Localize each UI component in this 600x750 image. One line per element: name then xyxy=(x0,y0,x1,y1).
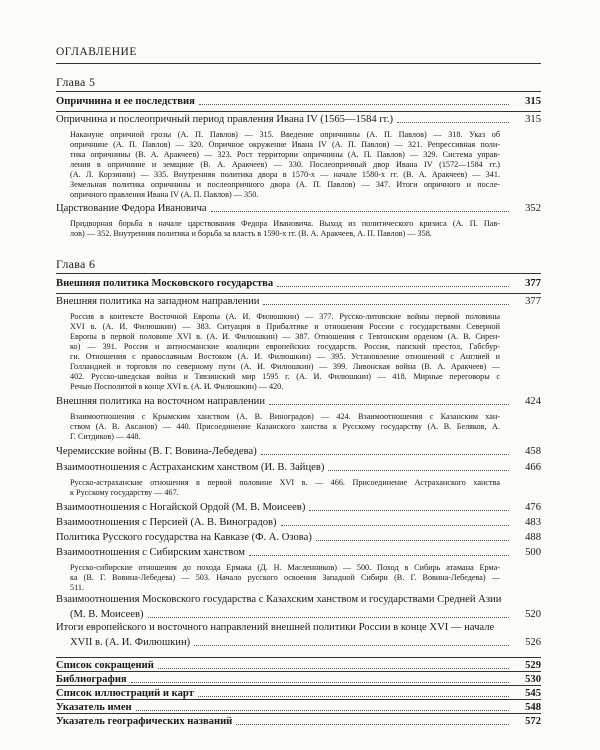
toc-subentries-ivan-iv: Накануне опричной грозы (А. П. Павлов) — 315. Введение опричнины (А. П. Павлов) — 318. Указ об опричнине (А. П. Павлов) — 320. Опричное окружение Ивана IV (А. П. Павлов) — 321. Репрессивная поли- тика опричнины (В. А. Аракчеев) — 323. Рост территории опричнины (А. П. Павлов) — 329. Система управ- ления в опричнине и земщине (В. А. Аракчеев) — 330. Послеопричный двор Ивана IV (1572—1584 гг.) (А. Л. Корзинин) — 335. Внутренняя политика двора в 1570-х — начале 1580-х гг. (В. А. Аракчеев) — 341. Земельная политика опричнины и послеопричного двора (А. П. Павлов) — 347. Итоги опричного и после- опричного правления Ивана IV (А. П. Павлов) — 350. xyxy=(70,130,500,200)
chapter-6-label: Глава 6 xyxy=(56,257,96,271)
appendix-rule xyxy=(56,671,541,672)
page-number: 315 xyxy=(525,114,541,125)
page-number: 377 xyxy=(525,296,541,307)
chapter-6-rule xyxy=(56,273,541,274)
toc-entry-western[interactable]: Внешняя политика на западном направлении 377 xyxy=(56,296,541,307)
toc-entry-eastern[interactable]: Внешняя политика на восточном направлении 424 xyxy=(56,396,541,407)
chapter-5-rule xyxy=(56,91,541,92)
entry-title: Указатель географических названий xyxy=(56,716,233,727)
page-number: 572 xyxy=(525,716,541,727)
page-number: 545 xyxy=(525,688,541,699)
toc-subentries-fedor: Придворная борьба в начале царствования Федора Ивановича. Выход из политического кризиса (А. П. Пав- лов) — 352. Внутренняя политика и борьба за власть в 1590-х гг. (В. А. Аракчеев, А. П. Павлов) — 358. xyxy=(70,219,500,239)
page-number: 520 xyxy=(525,609,541,620)
toc-entry-fedor[interactable]: Царствование Федора Ивановича 352 xyxy=(56,203,541,214)
page-number: 488 xyxy=(525,532,541,543)
section-rule xyxy=(56,111,541,112)
chapter-5-label: Глава 5 xyxy=(56,75,96,89)
page-number: 529 xyxy=(525,660,541,671)
page-number: 500 xyxy=(525,547,541,558)
toc-subentries-siberia: Русско-сибирские отношения до похода Ермака (Д. Н. Масленников) — 500. Поход в Сибирь атамана Ерма- ка (В. Г. Вовина-Лебедева) — 503. Начало русского освоения Западной Сибири (В. Г. Вовина-Лебедева) — 511. xyxy=(70,563,500,593)
toc-entry-bibliography[interactable]: Библиография 530 xyxy=(56,674,541,685)
page-number: 526 xyxy=(525,637,541,648)
appendix-rule xyxy=(56,713,541,714)
toc-subentries-eastern: Взаимоотношения с Крымским ханством (А. В. Виноградов) — 424. Взаимоотношения с Казанским хан- ством (А. В. Аксанов) — 440. Присоединение Казанского ханства к Русскому государству (А. В. Беляков, А. Г. Ситдиков) — 448. xyxy=(70,412,500,442)
page-number: 466 xyxy=(525,462,541,473)
toc-entry-caucasus[interactable]: Политика Русского государства на Кавказе (Ф. А. Озова) 488 xyxy=(56,532,541,543)
page-number: 315 xyxy=(525,96,541,107)
running-head: ОГЛАВЛЕНИЕ xyxy=(56,46,137,58)
toc-subentries-western: Россия в контексте Восточной Европы (А. И. Филюшкин) — 377. Русско-литовские войны первой половины XVI в. (А. И. Филюшкин) — 383. Ситуация в Прибалтике и отношения России с государствами Северной Европы в первой половине XVI в. (А. И. Филюшкин) — 387. Отношения с Тевтонским орденом (А. В. Сирен- ко) — 391. Россия и антиосманские коалиции европейских государств. Россия, папский престол, Габсбур- ги. Отношения с православным Востоком (А. И. Филюшкин) — 395. Установление отношений с Англией и Голландией и торговля по северному пути (А. И. Филюшкин) — 399. Ливонская война (В. А. Аракчеев) — 402. Русско-шведская война и Тявзинский мир 1595 г. (А. И. Филюшкин) — 418. Мирные переговоры с Речью Посполитой в конце XVI в. (А. И. Филюшкин) — 420. xyxy=(70,312,500,392)
page-number: 483 xyxy=(525,517,541,528)
toc-entry-oprichnina[interactable]: Опричнина и ее последствия 315 xyxy=(56,96,541,107)
appendix-rule xyxy=(56,699,541,700)
toc-entry-illustrations[interactable]: Список иллюстраций и карт 545 xyxy=(56,688,541,699)
page-number: 377 xyxy=(525,278,541,289)
toc-entry-siberia[interactable]: Взаимоотношения с Сибирским ханством 500 xyxy=(56,547,541,558)
toc-entry-results[interactable]: Итоги европейского и восточного направлений внешней политики России в конце XVI — начале XVII в. (А. И. Филюшкин) 526 xyxy=(56,622,541,648)
toc-entry-nogai[interactable]: Взаимоотношения с Ногайской Ордой (М. В. Моисеев) 476 xyxy=(56,502,541,513)
toc-entry-geo-index[interactable] xyxy=(56,716,541,728)
toc-entry-persia[interactable]: Взаимоотношения с Персией (А. В. Виноградов) 483 xyxy=(56,517,541,528)
section-rule xyxy=(56,293,541,294)
page-number: 476 xyxy=(525,502,541,513)
page-number: 352 xyxy=(525,203,541,214)
header-rule xyxy=(56,63,541,64)
toc-entry-foreign-policy[interactable]: Внешняя политика Московского государства 377 xyxy=(56,278,541,289)
toc-entry-cheremis[interactable]: Черемисские войны (В. Г. Вовина-Лебедева) 458 xyxy=(56,446,541,457)
toc-entry-astrakhan[interactable]: Взаимоотношения с Астраханским ханством (И. В. Зайцев) 466 xyxy=(56,462,541,473)
toc-subentries-astrakhan: Русско-астраханские отношения в первой половине XVI в. — 466. Присоединение Астраханского ханства к Русскому государству — 467. xyxy=(70,478,500,498)
appendix-rule xyxy=(56,657,541,658)
appendix-rule xyxy=(56,685,541,686)
page-number: 530 xyxy=(525,674,541,685)
page-number: 458 xyxy=(525,446,541,457)
toc-entry-abbreviations[interactable]: Список сокращений 529 xyxy=(56,660,541,671)
page-number: 548 xyxy=(525,702,541,713)
toc-entry-names-index[interactable]: Указатель имен 548 xyxy=(56,702,541,713)
toc-entry-ivan-iv[interactable]: Опричнина и послеопричный период правления Ивана IV (1565—1584 гг.) 315 xyxy=(56,114,541,125)
toc-entry-kazakh[interactable]: Взаимоотношения Московского государства с Казахским ханством и государствами Средней Азии (М. В. Моисеев) 520 xyxy=(56,594,541,620)
page-number: 424 xyxy=(525,396,541,407)
